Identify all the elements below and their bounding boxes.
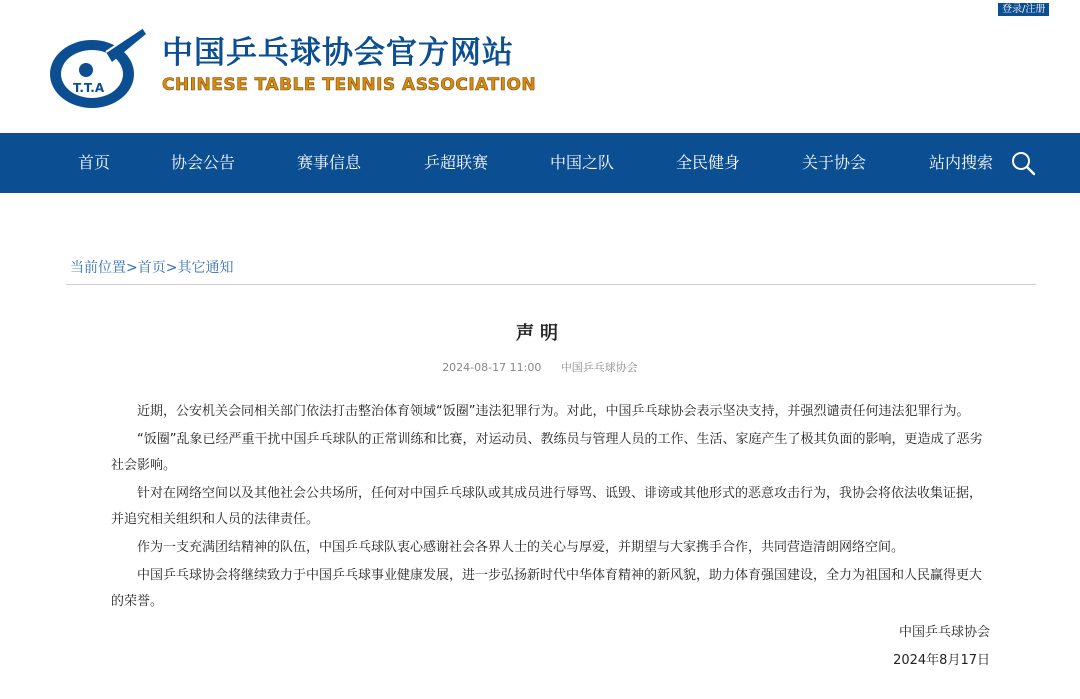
article-paragraph: “饭圈”乱象已经严重干扰中国乒乓球队的正常训练和比赛，对运动员、教练员与管理人员的工作、生活、家庭产生了极其负面的影响，更造成了恶劣社会影响。 bbox=[111, 432, 983, 473]
breadcrumb-divider bbox=[66, 284, 1036, 285]
article-title: 声明 bbox=[516, 323, 564, 344]
article-source: 中国乒乓球协会 bbox=[560, 361, 638, 374]
breadcrumb-separator: > bbox=[165, 260, 178, 276]
nav-item-super-league[interactable]: 乒超联赛 bbox=[424, 153, 489, 172]
article-body bbox=[111, 399, 991, 617]
breadcrumb-home-link[interactable]: 首页 bbox=[137, 260, 166, 276]
login-register-link[interactable]: 登录/注册 bbox=[998, 3, 1049, 16]
main-nav bbox=[0, 133, 1080, 193]
breadcrumb-separator: > bbox=[126, 260, 138, 276]
nav-item-home[interactable]: 首页 bbox=[78, 153, 111, 172]
article-paragraph: 针对在网络空间以及其他社会公共场所，任何对中国乒乓球队或其成员进行辱骂、诋毁、诽谤或其他形式的恶意攻击行为，我协会将依法收集证据，并追究相关组织和人员的法律责任。 bbox=[111, 486, 983, 527]
site-title-cn: 中国乒乓球协会官方网站 bbox=[162, 35, 514, 71]
signature-date: 2024年8月17日 bbox=[893, 653, 990, 668]
logo-letters: T.T.A bbox=[73, 81, 105, 95]
article-paragraph: 作为一支充满团结精神的队伍，中国乒乓球队衷心感谢社会各界人士的关心与厚爱，并期望与大家携手合作，共同营造清朗网络空间。 bbox=[137, 540, 905, 555]
breadcrumb-section-link[interactable]: 其它通知 bbox=[177, 260, 234, 276]
site-header bbox=[0, 0, 1080, 133]
nav-item-fitness[interactable]: 全民健身 bbox=[676, 153, 741, 172]
breadcrumb bbox=[70, 258, 233, 278]
breadcrumb-label: 当前位置 bbox=[70, 260, 126, 276]
article-date: 2024-08-17 11:00 bbox=[442, 361, 542, 374]
signature-org: 中国乒乓球协会 bbox=[898, 625, 990, 640]
site-title-en: CHINESE TABLE TENNIS ASSOCIATION bbox=[162, 75, 537, 95]
nav-item-about[interactable]: 关于协会 bbox=[802, 153, 867, 172]
article-paragraph: 近期，公安机关会同相关部门依法打击整治体育领域“饭圈”违法犯罪行为。对此，中国乒乓球协会表示坚决支持，并强烈谴责任何违法犯罪行为。 bbox=[137, 404, 970, 419]
search-icon[interactable] bbox=[1010, 150, 1036, 176]
nav-item-events[interactable]: 赛事信息 bbox=[297, 153, 362, 172]
nav-item-national-team[interactable]: 中国之队 bbox=[550, 153, 615, 172]
article-paragraph: 中国乒乓球协会将继续致力于中国乒乓球事业健康发展，进一步弘扬新时代中华体育精神的新风貌，助力体育强国建设，全力为祖国和人民赢得更大的荣誉。 bbox=[111, 568, 983, 609]
tta-logo-icon[interactable] bbox=[46, 22, 146, 112]
article-meta bbox=[0, 360, 1080, 376]
nav-item-site-search[interactable]: 站内搜索 bbox=[929, 153, 994, 172]
nav-item-announcements[interactable]: 协会公告 bbox=[171, 153, 236, 172]
